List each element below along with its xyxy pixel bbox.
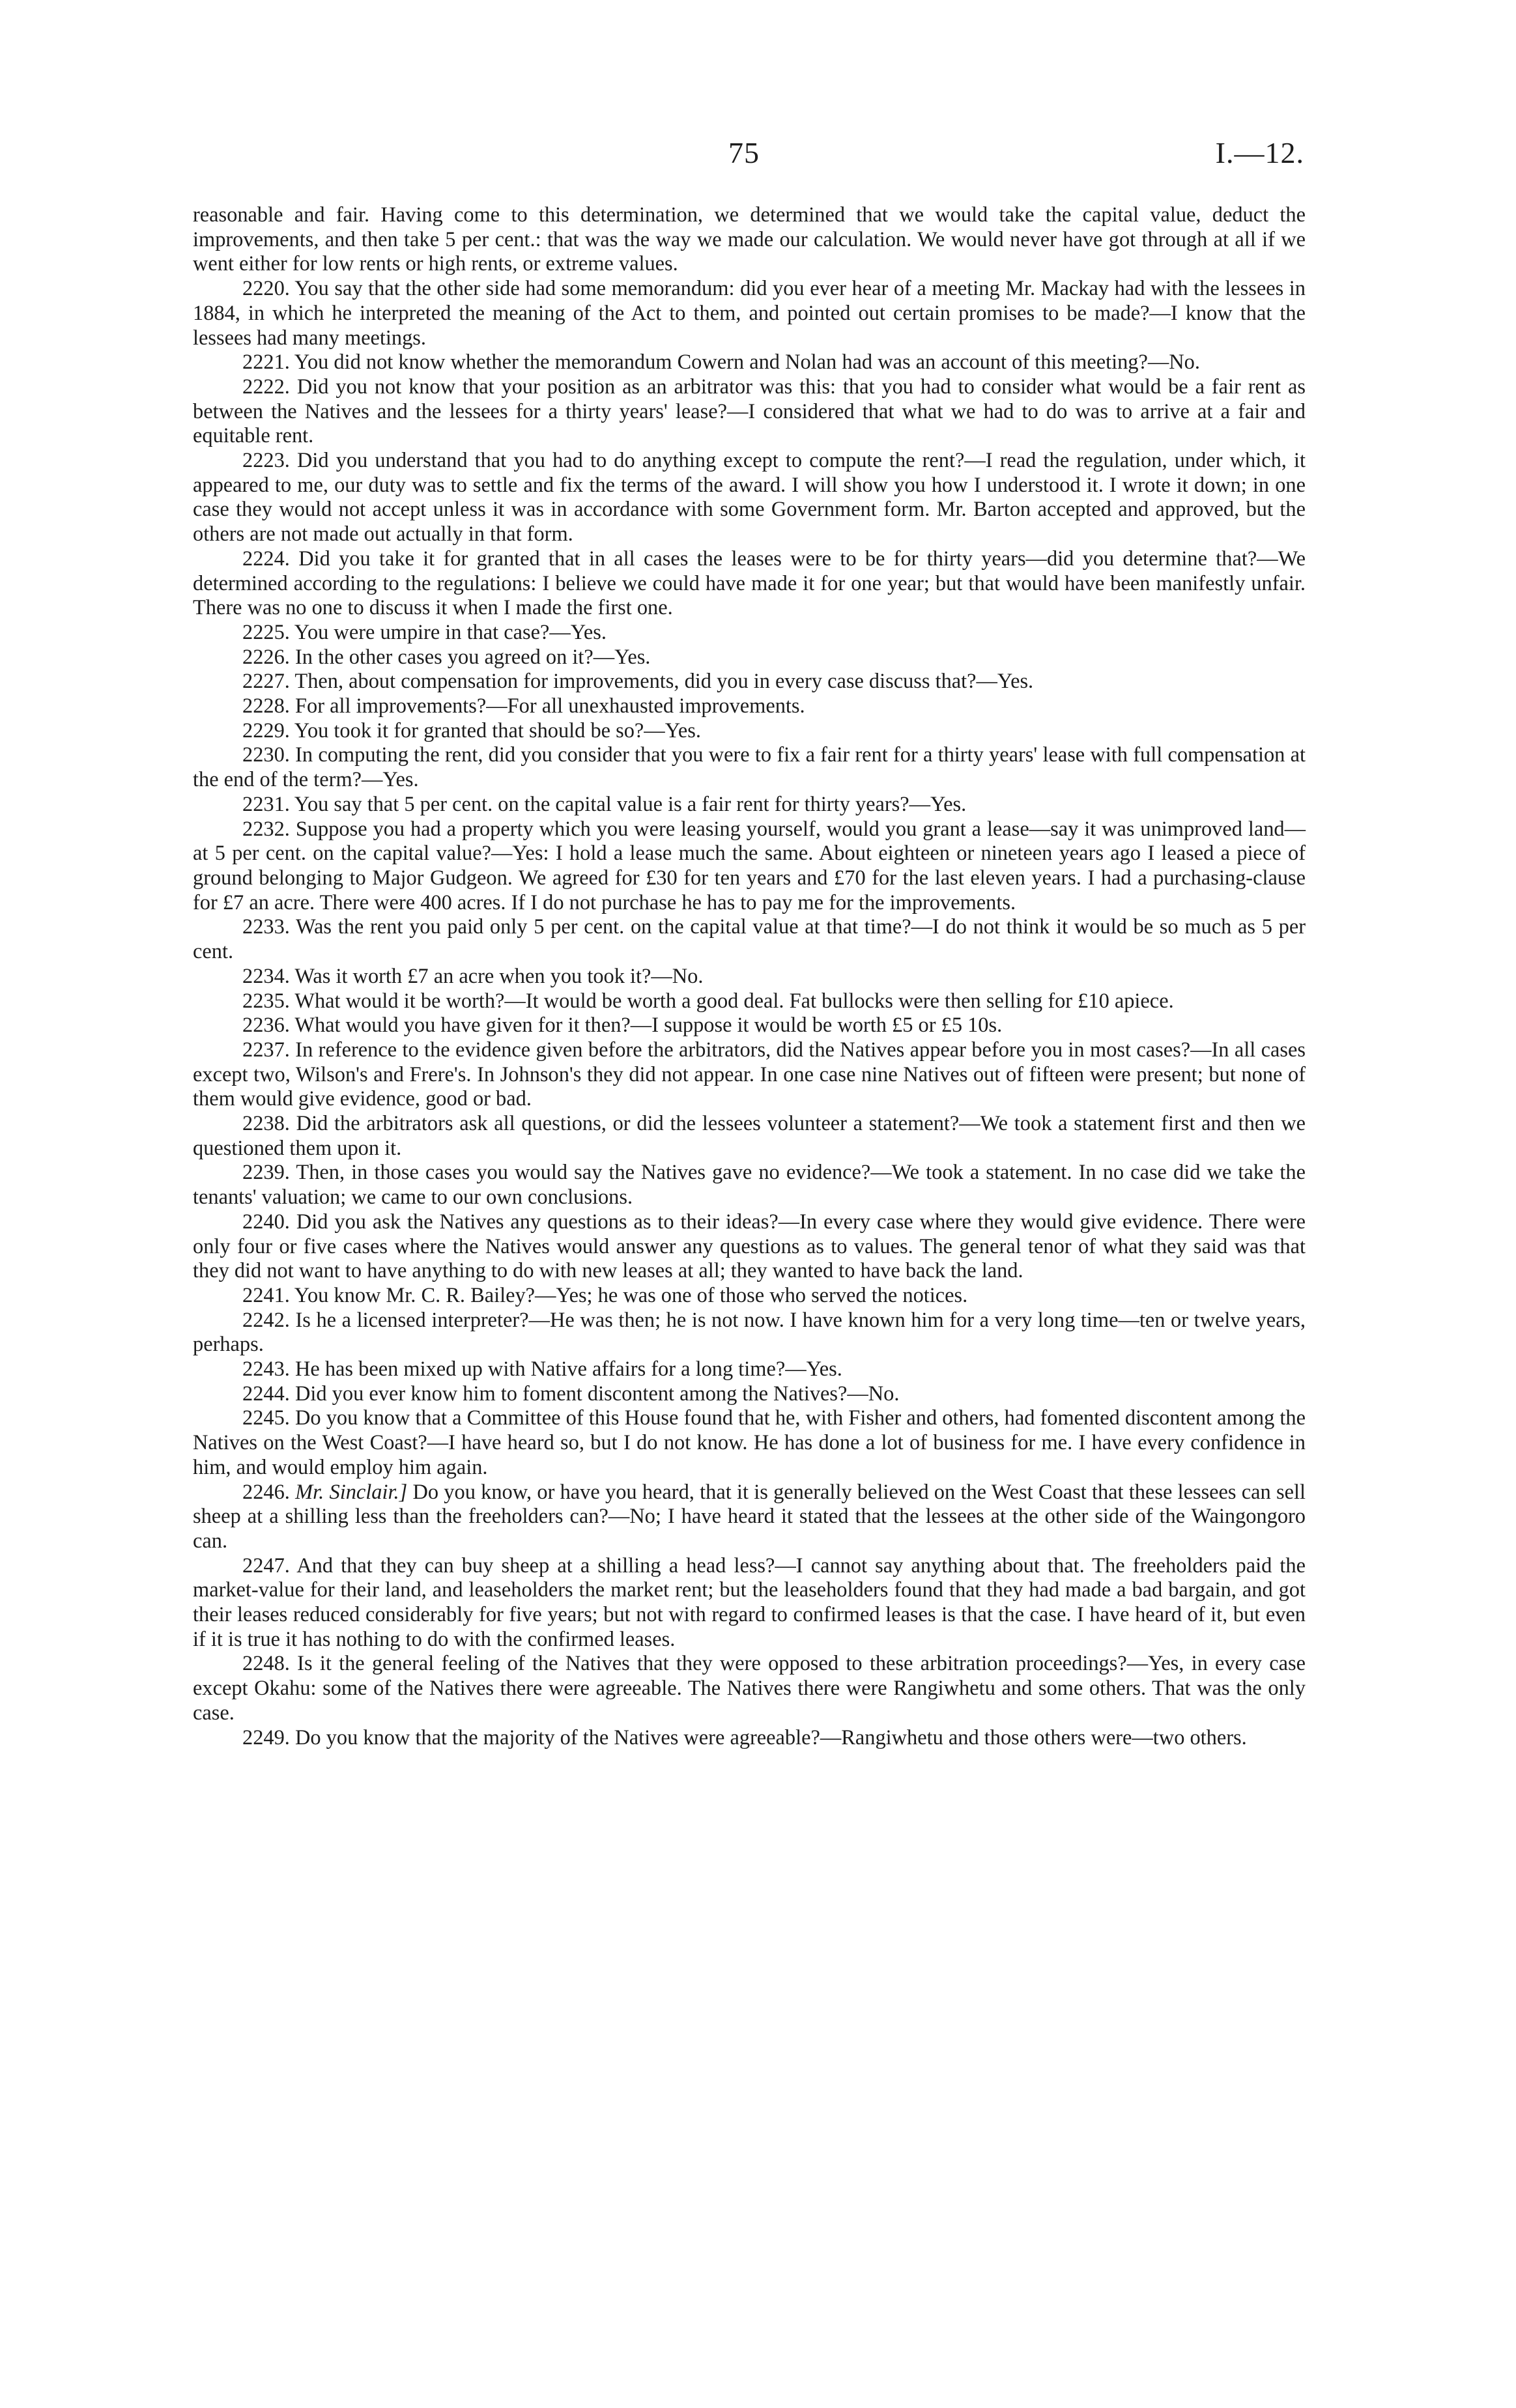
qa-paragraph — [193, 449, 1306, 547]
question-number: 2233. — [242, 915, 290, 939]
question-answer-text: Then, in those cases you would say the Natives gave no evidence?—We took a statement. In no case did we take the tenants' valuation; we came to our own conclusions. — [193, 1161, 1306, 1210]
question-number: 2225. — [242, 620, 290, 644]
question-answer-text: Did the arbitrators ask all questions, or did the lessees volunteer a statement?—We took a statement first and then we questioned them upon it. — [193, 1112, 1306, 1160]
qa-paragraph — [193, 1554, 1306, 1652]
qa-paragraph — [193, 670, 1306, 694]
qa-paragraph — [193, 965, 1306, 989]
page-number: 75 — [728, 136, 760, 169]
qa-paragraph — [193, 743, 1306, 792]
qa-paragraph — [193, 1357, 1306, 1382]
qa-paragraph — [193, 1406, 1306, 1480]
question-answer-text: Did you understand that you had to do anything except to compute the rent?—I read the regulation, under which, it appeared to me, our duty was to settle and fix the terms of the award. I will show you how I understood it. I wrote it down; in one case they would not accept unless it was in accordance with some Government form. Mr. Barton accepted and approved, but the others are not made out actually in that form. — [193, 449, 1306, 546]
question-answer-text: What would you have given for it then?—I suppose it would be worth £5 or £5 10s. — [294, 1013, 1003, 1038]
qa-paragraph — [193, 547, 1306, 621]
qa-paragraph — [193, 1382, 1306, 1407]
question-number: 2244. — [242, 1381, 290, 1406]
speaker-label: Mr. Sinclair.] — [295, 1480, 408, 1504]
question-number: 2243. — [242, 1357, 290, 1381]
page-header — [0, 135, 1516, 175]
question-number: 2227. — [242, 670, 290, 694]
qa-paragraph — [193, 817, 1306, 916]
question-answer-text: Then, about compensation for improvements, did you in every case discuss that?—Yes. — [294, 670, 1034, 694]
qa-paragraph — [193, 1309, 1306, 1357]
question-number: 2222. — [242, 375, 290, 399]
question-answer-text: You were umpire in that case?—Yes. — [294, 620, 607, 644]
question-number: 2235. — [242, 989, 290, 1013]
question-answer-text: Was it worth £7 an acre when you took it?—No. — [294, 964, 704, 988]
question-answer-text: Is he a licensed interpreter?—He was then; he is not now. I have known him for a very long time—ten or twelve years, perhaps. — [193, 1308, 1306, 1357]
question-answer-text: For all improvements?—For all unexhausted improvements. — [295, 694, 805, 718]
question-number: 2237. — [242, 1038, 290, 1062]
qa-paragraph — [193, 1013, 1306, 1038]
qa-paragraph — [193, 1161, 1306, 1210]
qa-paragraph — [193, 1112, 1306, 1161]
question-number: 2249. — [242, 1725, 290, 1749]
document-reference: I.—12. — [1215, 136, 1304, 169]
question-number: 2221. — [242, 350, 290, 375]
qa-paragraph — [193, 694, 1306, 719]
question-number: 2248. — [242, 1652, 290, 1676]
question-answer-text: You took it for granted that should be so?—Yes. — [294, 718, 701, 743]
qa-paragraph — [193, 1726, 1306, 1751]
question-number: 2246. — [242, 1480, 290, 1504]
question-answer-text: You did not know whether the memorandum Cowern and Nolan had was an account of this meeting?—No. — [294, 350, 1200, 375]
question-number: 2241. — [242, 1283, 290, 1307]
question-number: 2224. — [242, 546, 290, 571]
question-number: 2234. — [242, 964, 290, 988]
qa-paragraph — [193, 375, 1306, 449]
question-number: 2226. — [242, 645, 290, 669]
question-answer-text: Did you take it for granted that in all cases the leases were to be for thirty years—did you determine that?—We determined according to the regulations: I believe we could have made it for one year; but that would have been manifestly unfair. There was no one to discuss it when I made the first one. — [193, 546, 1306, 620]
qa-paragraph — [193, 277, 1306, 350]
question-number: 2220. — [242, 277, 290, 301]
qa-paragraph — [193, 1210, 1306, 1284]
question-number: 2230. — [242, 743, 290, 767]
question-answer-text: Did you ask the Natives any questions as to their ideas?—In every case where they would give evidence. There were only four or five cases where the Natives would answer any questions as to values. The general tenor of what they said was that they did not want to have anything to do with new leases at all; they wanted to have back the land. — [193, 1210, 1306, 1283]
question-number: 2223. — [242, 449, 290, 473]
question-answer-text: Do you know that the majority of the Natives were agreeable?—Rangiwhetu and those others were—two others. — [295, 1725, 1247, 1749]
qa-paragraph — [193, 1480, 1306, 1554]
qa-paragraph — [193, 621, 1306, 645]
question-answer-text: You say that 5 per cent. on the capital value is a fair rent for thirty years?—Yes. — [294, 792, 967, 816]
question-answer-text: Was the rent you paid only 5 per cent. on the capital value at that time?—I do not think it would be so much as 5 per cent. — [193, 915, 1306, 964]
qa-paragraph — [193, 1284, 1306, 1309]
question-answer-text: Do you know that a Committee of this House found that he, with Fisher and others, had fomented discontent among the Natives on the West Coast?—I have heard so, but I do not know. He has done a lot of business for me. I have every confidence in him, and would employ him again. — [193, 1406, 1306, 1479]
qa-paragraph — [193, 793, 1306, 817]
question-answer-text: You know Mr. C. R. Bailey?—Yes; he was one of those who served the notices. — [294, 1283, 968, 1307]
question-answer-text: Suppose you had a property which you were leasing yourself, would you grant a lease—say it was unimproved land—at 5 per cent. on the capital value?—Yes: I hold a lease much the same. About eighteen or nineteen years ago I leased a piece of ground belonging to Major Gudgeon. We agreed for £30 for ten years and £70 for the last eleven years. I had a purchasing-clause for £7 an acre. There were 400 acres. If I do not purchase he has to pay me for the improvements. — [193, 817, 1306, 914]
question-answer-text: In computing the rent, did you consider that you were to fix a fair rent for a thirty years' lease with full compensation at the end of the term?—Yes. — [193, 743, 1306, 792]
testimony-body — [193, 203, 1306, 1750]
qa-paragraph — [193, 989, 1306, 1014]
question-number: 2236. — [242, 1013, 290, 1038]
qa-paragraph — [193, 1038, 1306, 1112]
question-answer-text: And that they can buy sheep at a shilling a head less?—I cannot say anything about that. The freeholders paid the market-value for their land, and leaseholders the market rent; but the leaseholders found that they had made a bad bargain, and got their leases reduced considerably for five years; but not with regard to confirmed leases is that the case. I have heard of it, but even if it is true it has nothing to do with the confirmed leases. — [193, 1553, 1306, 1651]
question-number: 2229. — [242, 718, 290, 743]
qa-paragraph — [193, 350, 1306, 375]
question-number: 2232. — [242, 817, 290, 841]
question-number: 2238. — [242, 1112, 290, 1136]
question-answer-list — [193, 277, 1306, 1750]
question-number: 2239. — [242, 1161, 290, 1185]
question-answer-text: Did you ever know him to foment discontent among the Natives?—No. — [295, 1381, 900, 1406]
qa-paragraph — [193, 719, 1306, 744]
question-number: 2245. — [242, 1406, 290, 1430]
question-answer-text: What would it be worth?—It would be worth a good deal. Fat bullocks were then selling for £10 apiece. — [294, 989, 1174, 1013]
qa-paragraph — [193, 1652, 1306, 1725]
question-number: 2247. — [242, 1553, 290, 1578]
question-answer-text: Did you not know that your position as an arbitrator was this: that you had to consider what would be a fair rent as between the Natives and the lessees for a thirty years' lease?—I considered that what we had to do was to arrive at a fair and equitable rent. — [193, 375, 1306, 448]
question-answer-text: Is it the general feeling of the Natives that they were opposed to these arbitration proceedings?—Yes, in every case except Okahu: some of the Natives there were agreeable. The Natives there were Rangiwhetu and some others. That was the only case. — [193, 1652, 1306, 1725]
question-number: 2231. — [242, 792, 290, 816]
question-number: 2240. — [242, 1210, 290, 1234]
question-answer-text: In the other cases you agreed on it?—Yes. — [295, 645, 651, 669]
question-answer-text: In reference to the evidence given before the arbitrators, did the Natives appear before you in most cases?—In all cases except two, Wilson's and Frere's. In Johnson's they did not appear. In one case nine Natives out of fifteen were present; but none of them would give evidence, good or bad. — [193, 1038, 1306, 1111]
question-number: 2242. — [242, 1308, 290, 1332]
question-answer-text: He has been mixed up with Native affairs for a long time?—Yes. — [295, 1357, 842, 1381]
question-answer-text: Do you know, or have you heard, that it is generally believed on the West Coast that these lessees can sell sheep at a shilling less than the freeholders can?—No; I have heard it stated that the lessees at the other side of the Waingongoro can. — [193, 1480, 1306, 1553]
question-answer-text: You say that the other side had some memorandum: did you ever hear of a meeting Mr. Mackay had with the lessees in 1884, in which he interpreted the meaning of the Act to them, and pointed out certain promises to be made?—I know that the lessees had many meetings. — [193, 277, 1306, 350]
question-number: 2228. — [242, 694, 290, 718]
qa-paragraph — [193, 915, 1306, 964]
opening-paragraph: reasonable and fair. Having come to this determination, we determined that we would take the capital value, deduct the improvements, and then take 5 per cent.: that was the way we made our calculation. We would never have got through at all if we went either for low rents or high rents, or extreme values. — [193, 203, 1306, 276]
qa-paragraph — [193, 645, 1306, 670]
